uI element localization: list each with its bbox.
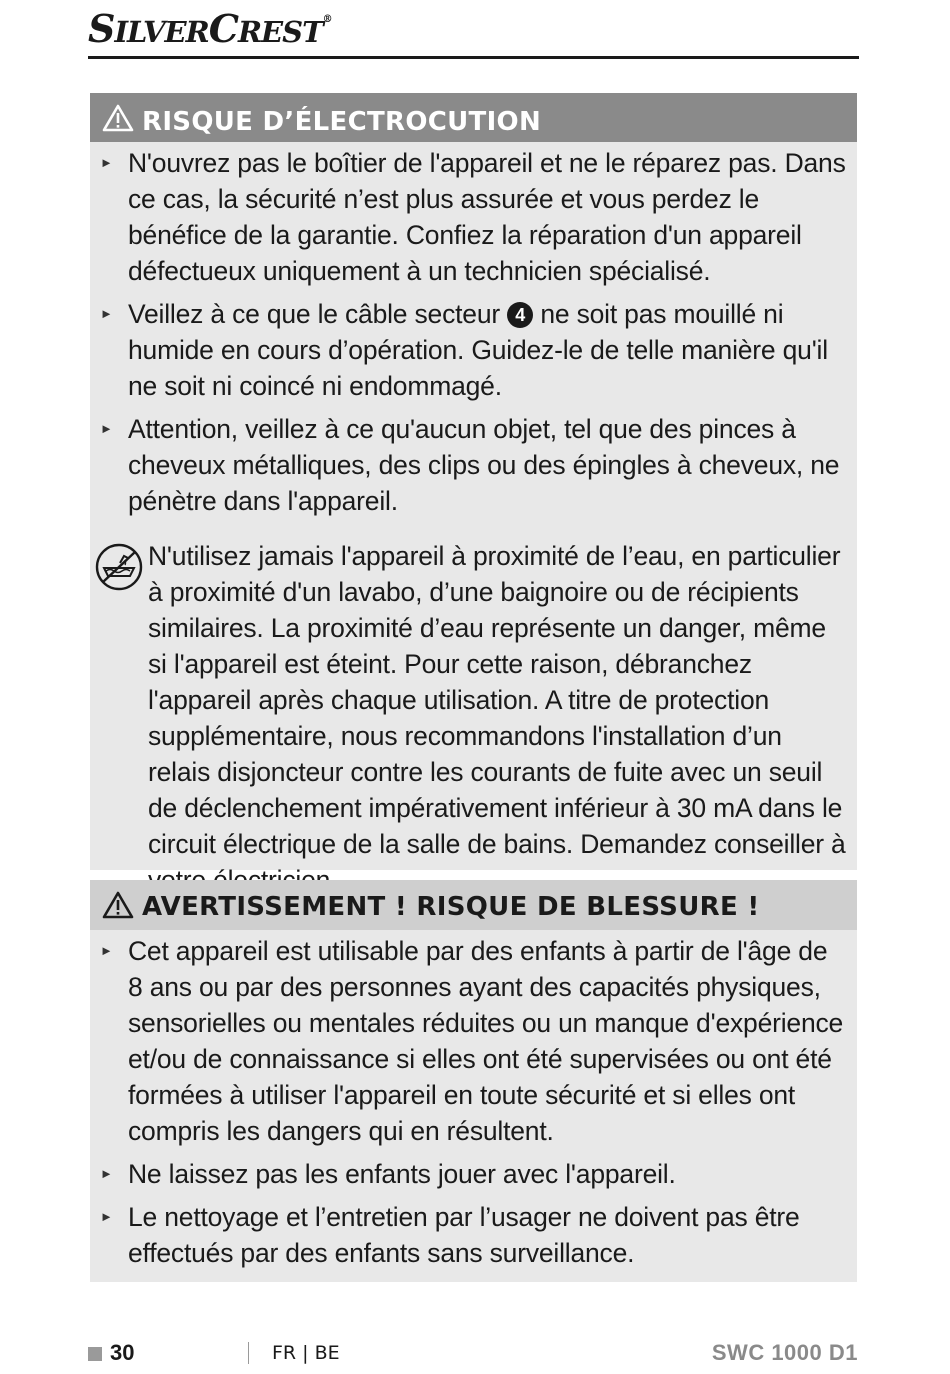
- water-warning-note: N'utilisez jamais l'appareil à proximité de l’eau, en particulier à proximité d'un lavabo, d’une baignoire ou de récipients similaires. La proximité d’eau représente un danger, même si l'appareil est éteint. Pour cette raison, débranchez l'appareil après chaque utilisation. A titre de protection supplémentaire, nous recommandons l'installation d’un relais disjoncteur contre les courants de fuite avec un seuil de déclenchement impérativement inférieur à 30 mA dans le circuit électrique de la salle de bains. Demandez conseiller à: [90, 538, 849, 898]
- bullet-icon: ►: [100, 1209, 113, 1224]
- list-item: ► Cet appareil est utilisable par des enfants à partir de l'âge de 8 ans ou par des personnes ayant des capacités physiques, sensorielles ou mentales réduites ou un manque d'expérience et/ou de connaissance si elles ont été supervisées ou ont été formées à utiliser l'appareil en toute sécurité et si elles ont compris les dangers qui en résultent.: [90, 933, 849, 1149]
- list-item: ► Le nettoyage et l’entretien par l’usager ne doivent pas être effectués par des enfants sans surveillance.: [90, 1199, 849, 1271]
- bullet-icon: ►: [100, 155, 113, 170]
- list-item: ► Attention, veillez à ce qu'aucun objet, tel que des pinces à cheveux métalliques, des clips ou des épingles à cheveux, ne pénètre dans l'appareil.: [90, 411, 849, 519]
- registered-mark: ®: [322, 14, 332, 25]
- page-footer: [88, 1340, 858, 1370]
- header-rule: [88, 56, 859, 59]
- warning-triangle-icon: [102, 104, 134, 132]
- bullet-icon: ►: [100, 1166, 113, 1181]
- bullet-icon: ►: [100, 943, 113, 958]
- list-item: ► Ne laissez pas les enfants jouer avec l'appareil.: [90, 1156, 849, 1192]
- no-bathtub-icon: [94, 542, 144, 592]
- section-header: [90, 93, 857, 142]
- bullet-icon: ►: [100, 421, 113, 436]
- page-number: 30: [110, 1340, 135, 1365]
- list-item: ► Veillez à ce que le câble secteur 4 ne soit pas mouillé ni humide en cours d’opération. Guidez-le de telle manière qu'il ne soit ni coincé ni endommagé.: [90, 296, 849, 404]
- footer-square-icon: [88, 1347, 102, 1361]
- electrocution-warning-box: [90, 93, 857, 870]
- list-item: ► N'ouvrez pas le boîtier de l'appareil et ne le réparez pas. Dans ce cas, la sécurité n’est plus assurée et vous perdez le bénéfice de la garantie. Confiez la réparation d'un appareil défectueux uniquement à un technicien spécialisé.: [90, 145, 849, 289]
- section-title: RISQUE D’ÉLECTROCUTION: [142, 106, 541, 137]
- section-header: [90, 880, 857, 930]
- warning-triangle-icon: [102, 891, 134, 919]
- bullet-icon: ►: [100, 306, 113, 321]
- warning-list: [90, 142, 857, 519]
- injury-warning-box: [90, 880, 857, 1282]
- model-number: SWC 1000 D1: [711, 1340, 858, 1365]
- warning-list: [90, 930, 857, 1271]
- part-number-badge: 4: [507, 302, 533, 328]
- language-code: FR | BE: [272, 1342, 340, 1364]
- footer-divider: [248, 1342, 249, 1364]
- section-title: AVERTISSEMENT ! RISQUE DE BLESSURE !: [142, 892, 760, 922]
- brand-logo: SILVERCREST®: [88, 6, 332, 51]
